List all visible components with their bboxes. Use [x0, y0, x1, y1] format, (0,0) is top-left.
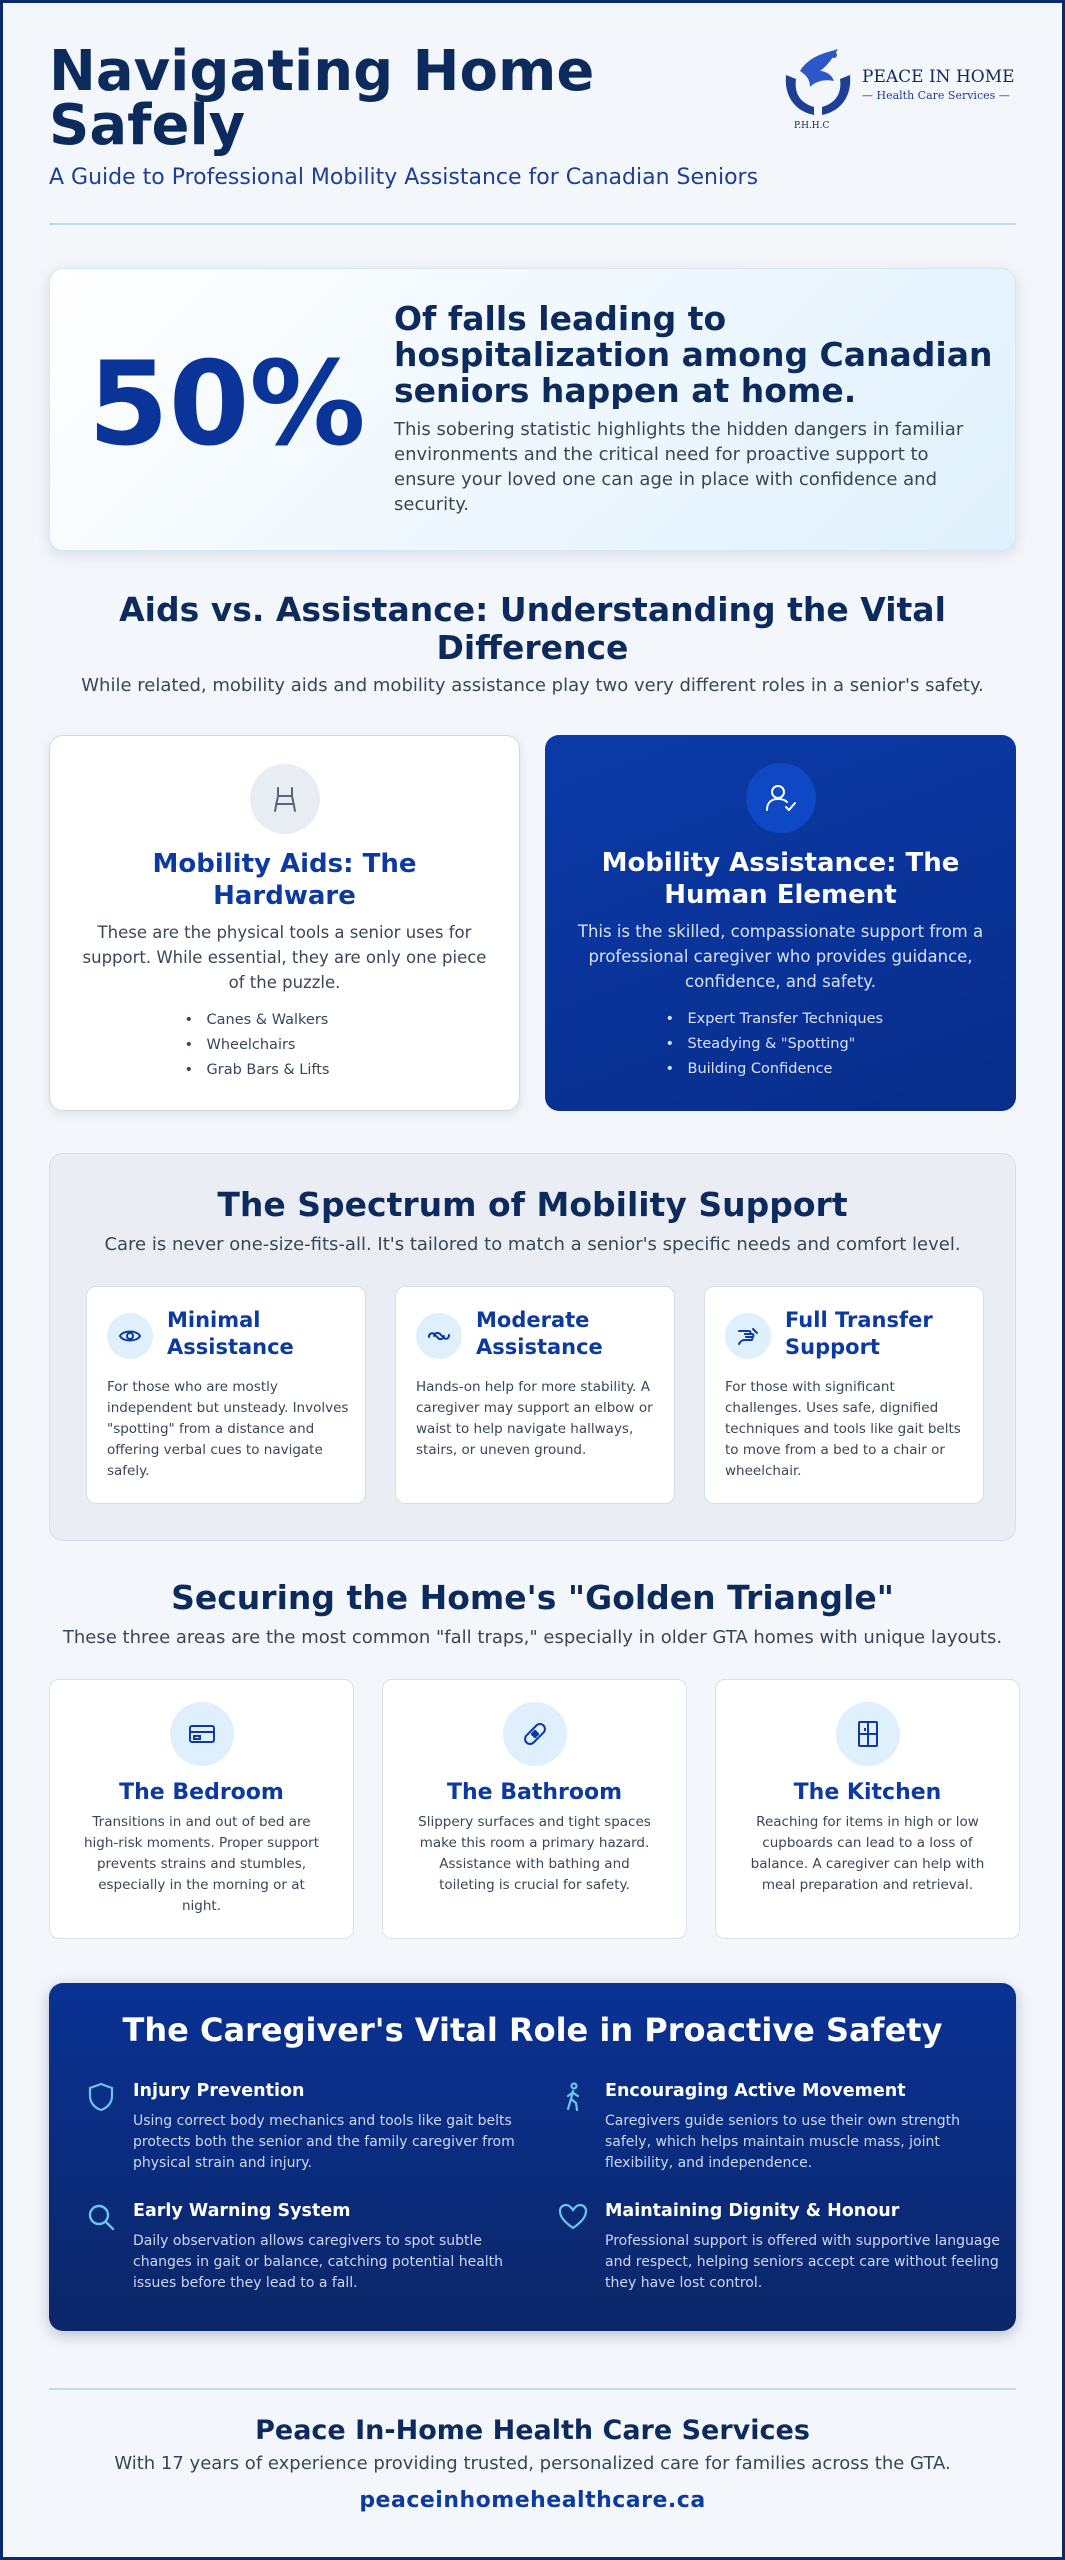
role-item-description: Caregivers guide seniors to use their own strength safely, which helps maintain muscle mass, joint flexibility, and independence. [605, 2113, 961, 2171]
heart-icon [557, 2201, 589, 2233]
mobility-aids-description: These are the physical tools a senior uses for support. While essential, they are only one piece of the puzzle. [82, 923, 487, 992]
room-description: Reaching for items in high or low cupboards can lead to a loss of balance. A caregiver can help with meal preparation and retrieval. [750, 1814, 985, 1893]
role-item-title: Maintaining Dignity & Honour [605, 2201, 900, 2221]
hands-icon [725, 1313, 771, 1359]
list-item: • Grab Bars & Lifts [185, 1058, 385, 1083]
list-item: • Wheelchairs [185, 1033, 385, 1058]
website-link[interactable]: peaceinhomehealthcare.ca [359, 2488, 706, 2513]
stat-card [49, 268, 1016, 551]
caregiver-role-section [49, 1983, 1016, 2331]
triangle-title: Securing the Home's "Golden Triangle" [171, 1578, 894, 1617]
search-icon [85, 2201, 117, 2233]
footer-divider [49, 2388, 1016, 2390]
page-subtitle: A Guide to Professional Mobility Assistance for Canadian Seniors [49, 165, 759, 190]
walker-icon [250, 764, 320, 834]
logo-name: PEACE IN HOME [862, 67, 1015, 87]
walking-icon [557, 2081, 589, 2113]
triangle-subtitle: These three areas are the most common "fall traps," especially in older GTA homes with unique layouts. [62, 1627, 1003, 1648]
stat-headline: Of falls leading to hospitalization among Canadian seniors happen at home. [394, 299, 993, 410]
logo-abbreviation: P.H.H.C [794, 121, 830, 131]
room-card-bedroom [49, 1679, 354, 1939]
logo-tagline: — Health Care Services — [862, 89, 1010, 102]
role-item-injury-prevention [85, 2081, 515, 2191]
spectrum-card-description: For those with significant challenges. Uses safe, dignified techniques and tools like gait belts to move from a bed to a chair or wheelchair. [725, 1379, 961, 1479]
list-item: • Steadying & "Spotting" [666, 1032, 896, 1057]
room-description: Transitions in and out of bed are high-risk moments. Proper support prevents strains and stumbles, especially in the morning or at night. [83, 1814, 320, 1914]
spectrum-card-title: Full Transfer Support [785, 1308, 933, 1359]
spectrum-section [49, 1153, 1016, 1541]
spectrum-title: The Spectrum of Mobility Support [217, 1185, 848, 1224]
list-item: • Building Confidence [666, 1057, 896, 1082]
role-item-title: Encouraging Active Movement [605, 2081, 906, 2101]
link-icon [416, 1313, 462, 1359]
spectrum-card-full [704, 1286, 984, 1504]
bed-icon [170, 1702, 234, 1766]
footer-company-name: Peace In-Home Health Care Services [255, 2415, 810, 2446]
cupboard-icon [836, 1702, 900, 1766]
room-title: The Bedroom [119, 1780, 284, 1805]
comparison-title: Aids vs. Assistance: Understanding the Vital Difference [119, 590, 946, 667]
dove-hands-logo-icon [776, 45, 860, 125]
spectrum-card-description: Hands-on help for more stability. A caregiver may support an elbow or waist to help navigate hallways, stairs, or uneven ground. [416, 1379, 653, 1458]
user-check-icon [746, 763, 816, 833]
list-item: • Expert Transfer Techniques [666, 1007, 896, 1032]
mobility-aids-title: Mobility Aids: The Hardware [152, 849, 417, 911]
brand-logo [776, 45, 1016, 135]
shield-icon [85, 2081, 117, 2113]
eye-icon [107, 1313, 153, 1359]
stat-number: 50% [88, 337, 366, 472]
mobility-assistance-list [545, 1007, 1016, 1082]
role-item-dignity [557, 2201, 1000, 2311]
page-title: Navigating Home Safely [49, 39, 595, 158]
mobility-assistance-card [545, 735, 1016, 1111]
room-title: The Bathroom [446, 1780, 623, 1805]
stat-body: This sobering statistic highlights the hidden dangers in familiar environments and the critical need for proactive support to ensure your loved one can age in place with confidence and security. [394, 419, 964, 515]
list-item: • Canes & Walkers [185, 1008, 385, 1033]
spectrum-card-moderate [395, 1286, 675, 1504]
footer-description: With 17 years of experience providing trusted, personalized care for families across the GTA. [114, 2453, 951, 2474]
role-item-description: Professional support is offered with supportive language and respect, helping seniors accept care without feeling they have lost control. [605, 2233, 1000, 2291]
spectrum-card-description: For those who are mostly independent but unsteady. Involves "spotting" from a distance and offering verbal cues to navigate safely. [107, 1379, 349, 1479]
mobility-assistance-title: Mobility Assistance: The Human Element [601, 848, 960, 910]
spectrum-card-title: Minimal Assistance [167, 1308, 294, 1359]
infographic-page [49, 3, 1016, 2513]
role-item-active-movement [557, 2081, 977, 2191]
spectrum-card-title: Moderate Assistance [476, 1308, 603, 1359]
mobility-assistance-description: This is the skilled, compassionate support from a professional caregiver who provides guidance, confidence, and safety. [577, 922, 984, 991]
role-item-early-warning [85, 2201, 505, 2311]
role-item-title: Injury Prevention [133, 2081, 305, 2101]
spectrum-card-minimal [86, 1286, 366, 1504]
role-item-description: Using correct body mechanics and tools like gait belts protects both the senior and the family caregiver from physical strain and injury. [133, 2113, 515, 2171]
spectrum-subtitle: Care is never one-size-fits-all. It's tailored to match a senior's specific needs and comfort level. [104, 1234, 961, 1255]
mobility-aids-list [50, 1008, 519, 1083]
room-description: Slippery surfaces and tight spaces make this room a primary hazard. Assistance with bathing and toileting is crucial for safety. [418, 1814, 651, 1893]
room-card-bathroom [382, 1679, 687, 1939]
role-item-description: Daily observation allows caregivers to spot subtle changes in gait or balance, catching potential health issues before they lead to a fall. [133, 2233, 504, 2291]
room-title: The Kitchen [793, 1780, 942, 1805]
comparison-subtitle: While related, mobility aids and mobility assistance play two very different roles in a senior's safety. [81, 675, 984, 696]
bandage-icon [503, 1702, 567, 1766]
role-title: The Caregiver's Vital Role in Proactive Safety [122, 2011, 943, 2049]
room-card-kitchen [715, 1679, 1020, 1939]
header [49, 3, 1016, 225]
mobility-aids-card [49, 735, 520, 1111]
role-item-title: Early Warning System [133, 2201, 351, 2221]
